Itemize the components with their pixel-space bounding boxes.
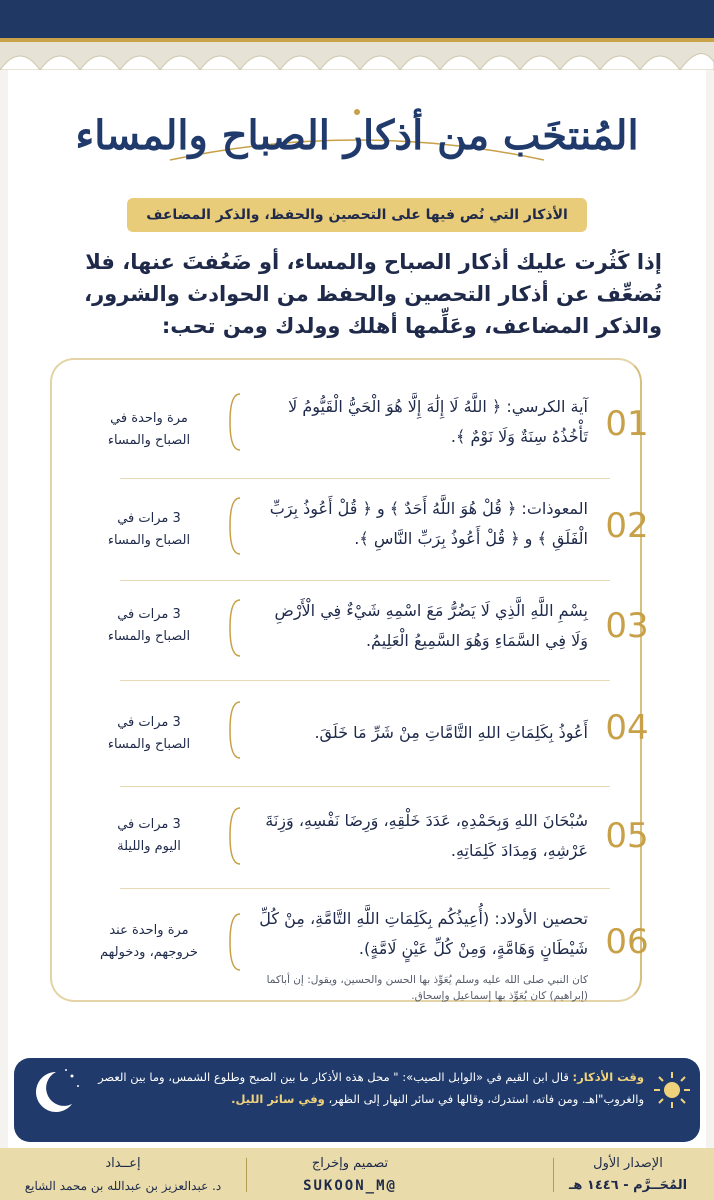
item-note: كان النبي صلى الله عليه وسلم يُعَوِّذ بها الحسن والحسين، ويقول: إن أباكما (إبراهيم) كان يُعَوِّذ بها إسماعيل وإسحاق.: [266, 974, 588, 1002]
top-band: [0, 0, 714, 38]
time-note-label: وقت الأذكار:: [572, 1070, 644, 1084]
subtitle-banner: الأذكار التي نُص فيها على التحصين والحفظ، والذكر المضاعف: [127, 198, 587, 232]
bracket-icon: [228, 912, 242, 972]
footer-separator: [246, 1158, 247, 1192]
author-name: د. عبدالعزيز بن عبدالله بن محمد الشايع: [24, 1179, 222, 1193]
time-note-body: قال ابن القيم في «الوابل الصيب»: " محل هذه الأذكار ما بين الصبح وطلوع الشمس، وما بين العصر والغروب"اهـ. ومن فاته، استدرك، وقالها في سائر النهار إلى الظهر،: [98, 1070, 644, 1106]
item-number: 03: [605, 606, 649, 646]
divider: [120, 888, 610, 889]
item-text: آية الكرسي: ﴿ اللَّهُ لَا إِلَٰهَ إِلَّا هُوَ الْحَيُّ الْقَيُّومُ لَا تَأْخُذُهُ سِنَةٌ وَلَا نَوْمٌ ﴾.: [288, 397, 588, 446]
bracket-icon: [228, 496, 242, 556]
repeat-count: 3 مرات في الصباح والمساء: [107, 607, 191, 644]
intro-paragraph: إذا كَثُرت عليك أذكار الصباح والمساء، أو ضَعُفتَ عنها، فلا تُضعِّف عن أذكار التحصين والحفظ من الحوادث والشرور، والذكر المضاعف، وعَلِّمها أهلك وولدك ومن تحب:: [84, 250, 662, 338]
time-note-highlight: وفي سائر الليل.: [231, 1092, 325, 1106]
item-number: 05: [605, 816, 649, 856]
item-text: سُبْحَانَ اللهِ وَبِحَمْدِهِ، عَدَدَ خَلْقِهِ، وَرِضَا نَفْسِهِ، وَزِنَةَ عَرْشِهِ، وَمِدَادَ كَلِمَاتِهِ.: [265, 811, 588, 860]
item-number: 02: [605, 506, 649, 546]
moon-icon: [26, 1066, 86, 1116]
page-title: المُنتخَب من أذكار الصباح والمساء: [75, 112, 639, 159]
repeat-count: مرة واحدة في الصباح والمساء: [107, 411, 191, 448]
item-number: 01: [605, 404, 649, 444]
repeat-count: 3 مرات في الصباح والمساء: [107, 715, 191, 752]
author-credit: إعــداد د. عبدالعزيز بن عبدالله بن محمد الشايع: [8, 1156, 238, 1194]
divider: [120, 680, 610, 681]
edition-info: الإصدار الأول المُحَــرَّم - ١٤٤٦ هـ: [568, 1156, 688, 1193]
sun-icon: [652, 1070, 692, 1110]
repeat-count: مرة واحدة عند خروجهم، ودخولهم: [100, 923, 198, 960]
repeat-count: 3 مرات في اليوم والليلة: [117, 817, 181, 854]
social-handle: @SUKOON_M: [303, 1178, 397, 1194]
item-text: بِسْمِ اللَّهِ الَّذِي لَا يَضُرُّ مَعَ اسْمِهِ شَيْءٌ فِي الْأَرْضِ وَلَا فِي السَّمَاءِ وَهُوَ السَّمِيعُ الْعَلِيمُ.: [274, 601, 588, 650]
footer-separator: [553, 1158, 554, 1192]
bracket-icon: [228, 392, 242, 452]
repeat-count: 3 مرات في الصباح والمساء: [107, 511, 191, 548]
item-number: 04: [605, 708, 649, 748]
item-text: تحصين الأولاد: (أُعِيذُكُم بِكَلِمَاتِ اللَّهِ التَّامَّةِ، مِنْ كُلِّ شَيْطَانٍ وَهَامَّةٍ، وَمِنْ كُلِّ عَيْنٍ لَامَّةٍ).: [259, 909, 588, 958]
divider: [120, 478, 610, 479]
time-note-text: [84, 1066, 644, 1110]
bracket-icon: [228, 806, 242, 866]
divider: [120, 786, 610, 787]
bracket-icon: [228, 598, 242, 658]
item-text: أَعُوذُ بِكَلِمَاتِ اللهِ التَّامَّاتِ مِنْ شَرِّ مَا خَلَقَ.: [314, 723, 588, 742]
design-credit: تصميم وإخراج @SUKOON_M: [260, 1156, 440, 1194]
bracket-icon: [228, 700, 242, 760]
decorative-border: [0, 42, 714, 70]
item-text: المعوذات: ﴿ قُلْ هُوَ اللَّهُ أَحَدٌ ﴾ و ﴿ قُلْ أَعُوذُ بِرَبِّ الْفَلَقِ ﴾ و ﴿ قُلْ أَعُوذُ بِرَبِّ النَّاسِ ﴾.: [269, 499, 588, 548]
divider: [120, 580, 610, 581]
item-number: 06: [605, 922, 649, 962]
